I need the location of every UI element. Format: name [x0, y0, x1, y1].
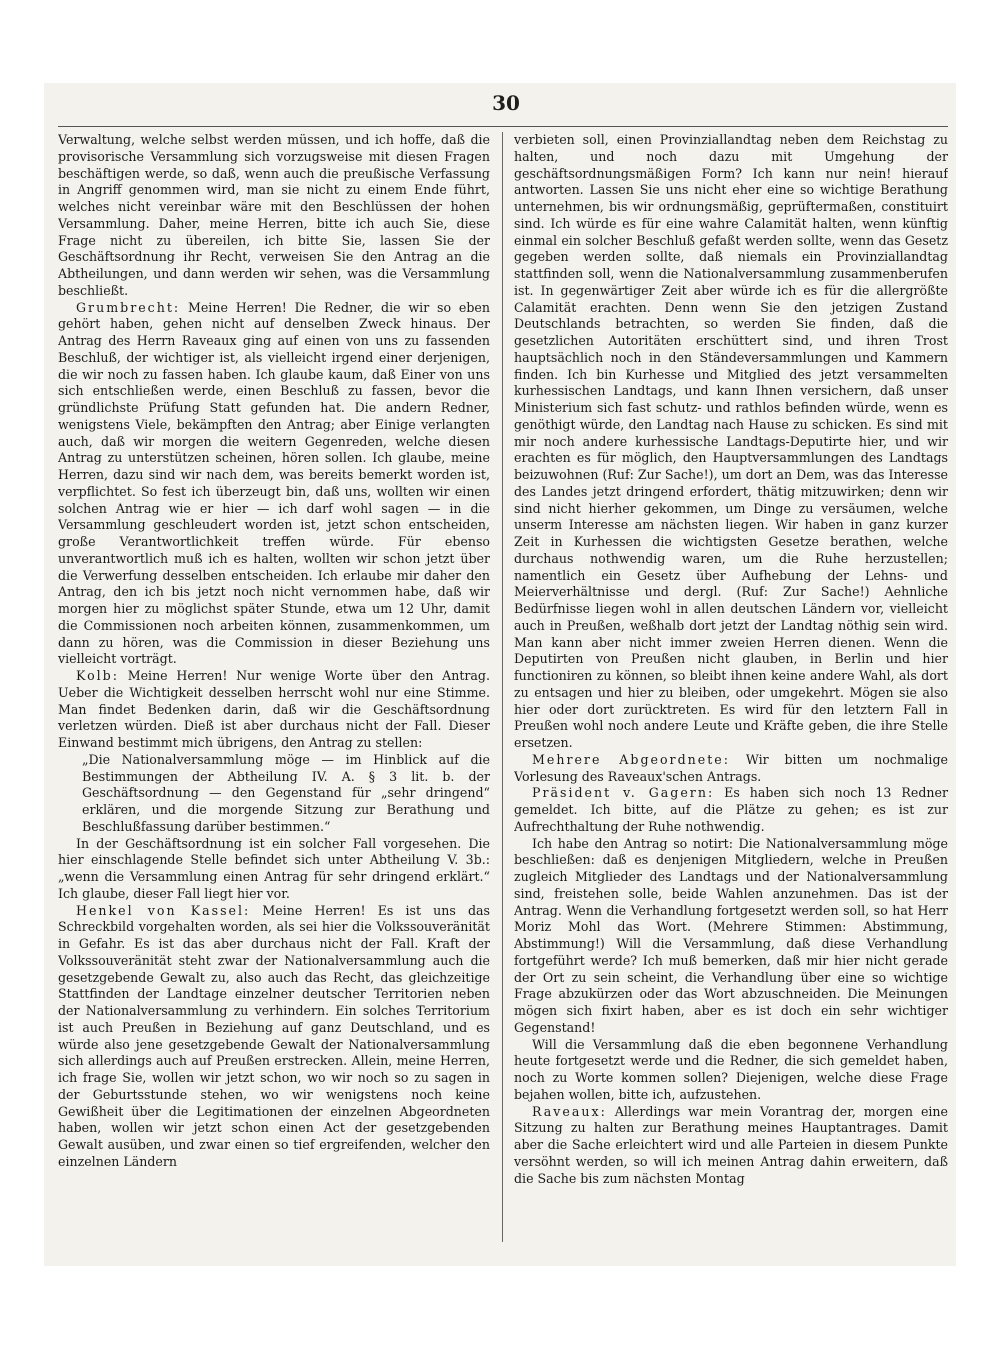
speaker-name: Henkel von Kassel: — [76, 902, 251, 918]
column-divider — [502, 132, 503, 1242]
left-column — [58, 132, 490, 1247]
paragraph-text: Ich habe den Antrag so notirt: Die Nationalversammlung möge beschließen: daß es denjenigen Mitgliedern, welche in Preußen zugleich Mitglieder des Landtags und der Nationalversammlung sind, freistehen solle, beide Wahlen anzunehmen. Das ist der Antrag. Wenn die Verhandlung fortgesetzt werden soll, so hat Herr Moriz Mohl das Wort. (Mehrere Stimmen: Abstimmung, Abstimmung!) Will die Versammlung, daß diese Verhandlung fortgeführt werde? Ich muß bemerken, daß mir hier nicht gerade der Ort zu sein scheint, die Verhandlung über eine so wichtige Frage abzukürzen oder das Wort abzuschneiden. Die Meinungen mögen sich fixirt haben, aber es ist doch ein sehr wichtiger Gegenstand! — [514, 835, 948, 1035]
speaker-name: Präsident v. Gagern: — [532, 785, 715, 801]
paragraph-text: verbieten soll, einen Provinziallandtag neben dem Reichstag zu halten, und noch dazu mit Umgehung der geschäftsordnungsmäßigen Form? Ich kann nur nein! hierauf antworten. Lassen Sie uns nicht eher eine so wichtige Berathung unternehmen, bis wir ordnungsmäßig, geprüftermaßen, constituirt sind. Ich würde es für eine wahre Calamität halten, wenn künftig einmal ein solcher Beschluß gefaßt werden sollte, wenn das Gesetz gegeben werden sollte, daß niemals ein Provinziallandtag stattfinden soll, wenn die Nationalversammlung zusammenberufen ist. In gegenwärtiger Zeit aber würde ich es für die allergrößte Calamität erachten. Denn wenn Sie den jetzigen Zustand Deutschlands betrachten, so werden Sie finden, daß die gesetzlichen Autoritäten erschüttert sind, und ihren Trost hauptsächlich noch in den Ständeversammlungen und Kammern finden. Ich bin Kurhesse und Mitglied des jetzt versammelten kurhessischen Landtags, und kann Ihnen versichern, daß unser Ministerium sich fast schutz- und rathlos befinden würde, wenn es genöthigt würde, den Landtag nach Hause zu schicken. Es sind mit mir noch andere kurhessische Landtags-Deputirte hier, und wir erachten es für möglich, den Hauptversammlungen des Landtags beizuwohnen (Ruf: Zur Sache!), um dort an Dem, was das Interesse des Landes jetzt dringend erfordert, thätig mitzuwirken; denn wir sind nicht hierher gekommen, um Dinge zu versäumen, welche unserm Interesse am nächsten liegen. Wir haben in ganz kurzer Zeit in Kurhessen die wichtigsten Gesetze berathen, welche durchaus nothwendig waren, um die Ruhe herzustellen; namentlich ein Gesetz über Aufhebung der Lehns- und Meierverhältnisse und dergl. (Ruf: Zur Sache!) Aehnliche Bedürfnisse liegen wohl in allen deutschen Ländern vor, vielleicht auch in Preußen, weßhalb dort jetzt der Landtag nöthig sein wird. Man kann aber nicht immer zweien Herren dienen. Wenn die Deputirten von Preußen nicht glauben, in Berlin und hier functioniren zu können, so bleibt ihnen keine andere Wahl, als dort zu entsagen und hier zu bleiben, oder umgekehrt. Mögen sie also hier oder dort zurücktreten. Es wird für den letztern Fall in Preußen wohl noch andere Leute und Kräfte geben, die ihre Stelle ersetzen. — [514, 132, 948, 750]
paragraph — [514, 836, 948, 1037]
right-column — [514, 132, 948, 1247]
paragraph — [514, 752, 948, 786]
paragraph — [58, 752, 490, 836]
speaker-name: Raveaux: — [532, 1103, 607, 1119]
paragraph — [514, 1104, 948, 1188]
paragraph — [58, 132, 490, 300]
paragraph-text: In der Geschäftsordnung ist ein solcher Fall vorgesehen. Die hier einschlagende Stelle befindet sich unter Abtheilung V. 3b.: „wenn die Versammlung einen Antrag für sehr dringend erklärt.“ Ich glaube, dieser Fall liegt hier vor. — [58, 835, 490, 901]
paragraph-text: Wir bitten um nochmalige Vorlesung des Raveaux'schen Antrags. — [514, 751, 948, 784]
speaker-name: Mehrere Abgeordnete: — [532, 751, 730, 767]
speaker-name: Grumbrecht: — [76, 299, 181, 315]
paragraph — [58, 668, 490, 752]
paragraph — [58, 300, 490, 669]
paragraph-text: Verwaltung, welche selbst werden müssen, und ich hoffe, daß die provisorische Versammlung sich vorzugsweise mit diesen Fragen beschäftigen werde, so daß, wenn auch die preußische Verfassung in Angriff genommen wird, man sie nicht zu einem Ende führt, welches nicht vereinbar wäre mit den Beschlüssen der hohen Versammlung. Daher, meine Herren, bitte ich auch Sie, diese Frage nicht zu übereilen, ich bitte Sie, lassen Sie der Geschäftsordnung ihr Recht, verweisen Sie den Antrag an die Abtheilungen, und dann werden wir sehen, was die Versammlung beschließt. — [58, 132, 490, 298]
paragraph-text: „Die Nationalversammlung möge — im Hinblick auf die Bestimmungen der Abtheilung IV. A. § 3 lit. b. der Geschäftsordnung — den Gegenstand für „sehr dringend“ erklären, und die morgende Sitzung zur Berathung und Beschlußfassung darüber bestimmen.“ — [82, 751, 490, 834]
header-rule — [58, 126, 948, 127]
paragraph — [58, 836, 490, 903]
paragraph-text: Allerdings war mein Vorantrag der, morgen eine Sitzung zu halten zur Berathung meines Hauptantrages. Damit aber die Sache erleichtert wird und alle Parteien in diesem Punkte versöhnt werden, so will ich meinen Antrag dahin erweitern, daß die Sache bis zum nächsten Montag — [514, 1103, 948, 1186]
paragraph-text: Meine Herren! Die Redner, die wir so eben gehört haben, gehen nicht auf denselben Zweck hinaus. Der Antrag des Herrn Raveaux ging auf einen von uns zu fassenden Beschluß, der wichtiger ist, als vielleicht irgend einer derjenigen, die wir noch zu fassen haben. Ich glaube kaum, daß Einer von uns sich entschließen werde, einen Beschluß zu fassen, bevor die gründlichste Prüfung Statt gefunden hat. Die andern Redner, wenigstens Viele, bekämpften den Antrag; aber Einige verlangten auch, daß wir morgen die weitern Gegenreden, welche diesen Antrag zu unterstützen scheinen, hören sollen. Ich glaube, meine Herren, dazu sind wir nach dem, was bereits bemerkt worden ist, verpflichtet. So fest ich überzeugt bin, daß uns, wollten wir einen solchen Antrag wie er hier — ich darf wohl sagen — in die Versammlung geschleudert worden ist, jetzt schon entscheiden, große Verantwortlichkeit treffen würde. Für ebenso unverantwortlich muß ich es halten, wollten wir schon jetzt über die Verwerfung desselben entscheiden. Ich erlaube mir daher den Antrag, den ich bis jetzt noch nicht vernommen habe, daß wir morgen hier zu möglichst später Stunde, etwa um 12 Uhr, damit die Commissionen noch arbeiten können, zusammenkommen, um dann zu hören, was die Commission in dieser Beziehung uns vielleicht vorträgt. — [58, 299, 490, 667]
paragraph-text: Meine Herren! Nur wenige Worte über den Antrag. Ueber die Wichtigkeit desselben herrscht wohl nur eine Stimme. Man findet Bedenken darin, daß wir die Geschäftsordnung verletzen würden. Dieß ist aber durchaus nicht der Fall. Dieser Einwand bestimmt mich übrigens, den Antrag zu stellen: — [58, 668, 490, 750]
page-number: 30 — [492, 91, 520, 115]
paragraph-text: Will die Versammlung daß die eben begonnene Verhandlung heute fortgesetzt werde und die Redner, die sich gemeldet haben, noch zu Worte kommen sollen? Diejenigen, welche diese Frage bejahen wollen, bitte ich, aufzustehen. — [514, 1036, 948, 1102]
paragraph — [514, 1037, 948, 1104]
paragraph — [58, 903, 490, 1171]
paragraph-text: Meine Herren! Es ist uns das Schreckbild vorgehalten worden, als sei hier die Volkssouveränität in Gefahr. Es ist das aber durchaus nicht der Fall. Kraft der Volkssouveränität steht zwar der Nationalversammlung auch die gesetzgebende Gewalt zu, also auch das Recht, das gleichzeitige Stattfinden der Landtage einzelner deutscher Territorien neben der Nationalversammlung zu verhindern. Ein solches Territorium ist auch Preußen in Beziehung auf ganz Deutschland, und es würde also jene gesetzgebende Gewalt der Nationalversammlung sich allerdings auch auf Preußen erstrecken. Allein, meine Herren, ich frage Sie, wollen wir jetzt schon, wo wir noch so zu sagen in der Geburtsstunde stehen, wo wir wenigstens noch keine Gewißheit über die Legitimationen der einzelnen Abgeordneten haben, wollen wir jetzt schon einen Act der gesetzgebenden Gewalt ausüben, und zwar einen so tief ergreifenden, welcher den einzelnen Ländern — [58, 902, 490, 1169]
speaker-name: Kolb: — [76, 668, 119, 683]
paragraph-text: Es haben sich noch 13 Redner gemeldet. Ich bitte, auf die Plätze zu gehen; es ist zur Aufrechthaltung der Ruhe nothwendig. — [514, 785, 948, 834]
paragraph — [514, 785, 948, 835]
paragraph — [514, 132, 948, 752]
